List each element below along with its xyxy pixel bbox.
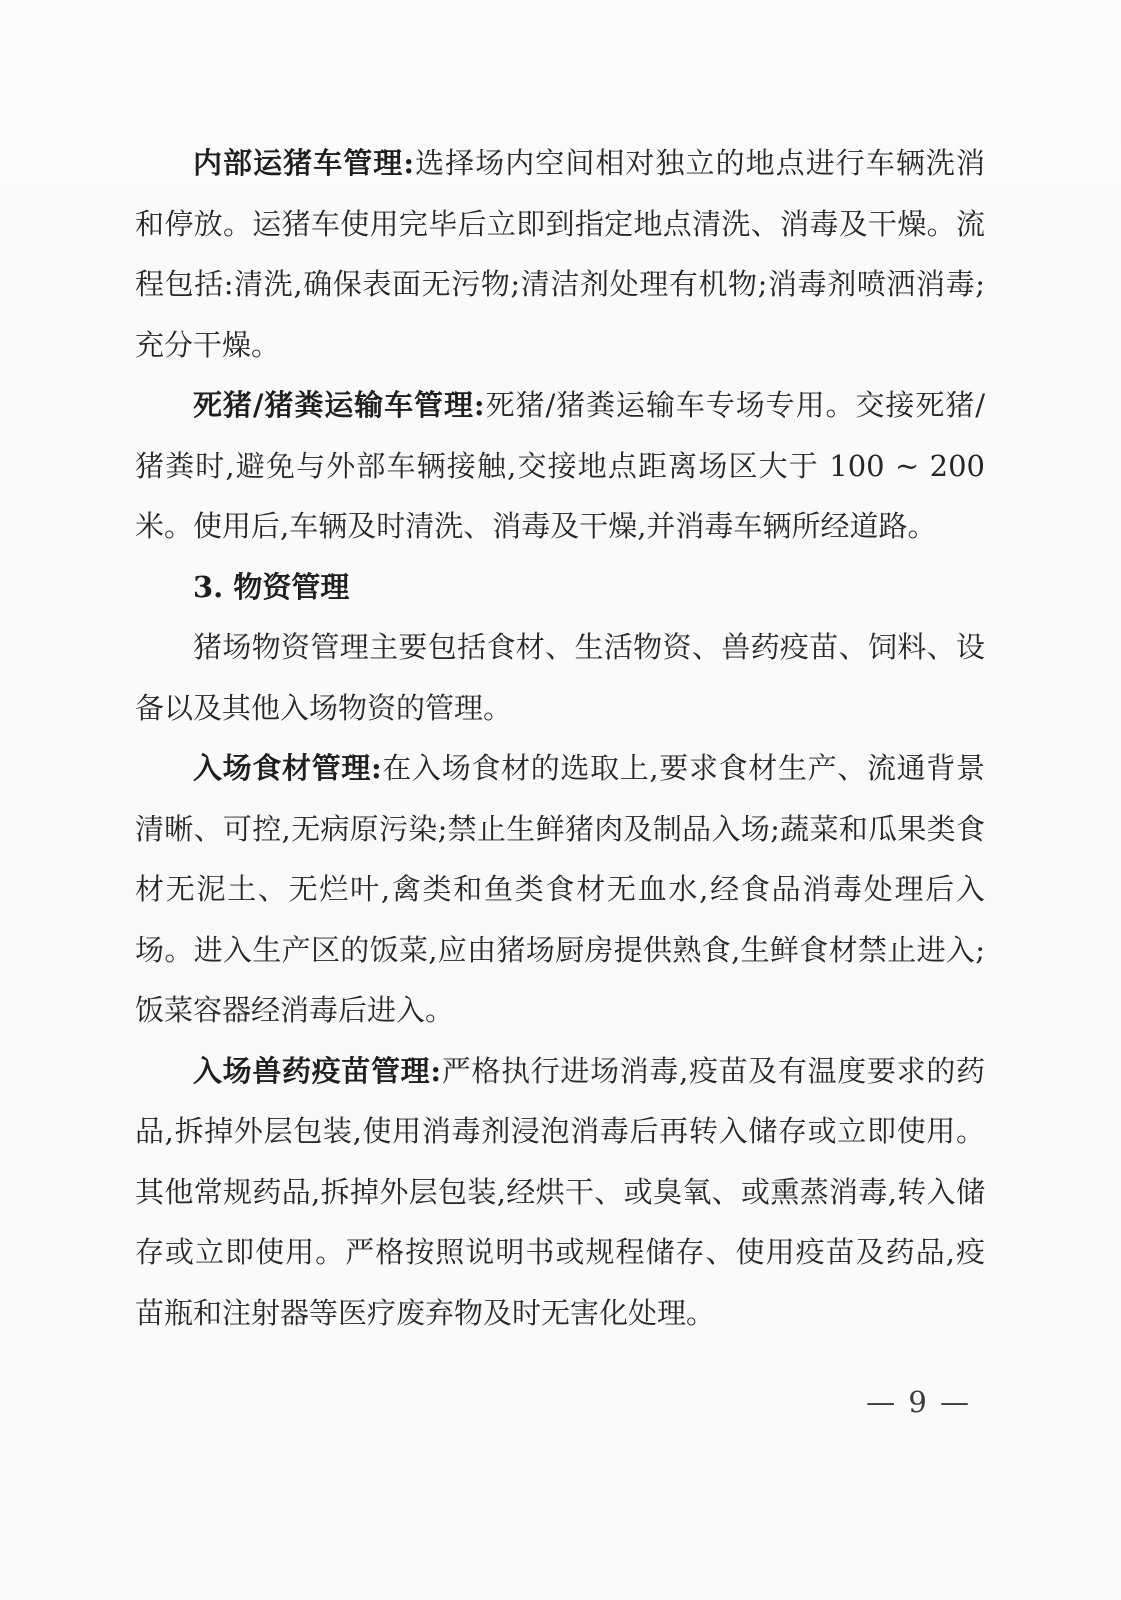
paragraph-text: 严格执行进场消毒,疫苗及有温度要求的药品,拆掉外层包装,使用消毒剂浸泡消毒后再转入储存或立即使用。其他常规药品,拆掉外层包装,经烘干、或臭氧、或熏蒸消毒,转入储存或立即使用。严格按照说明书或规程储存、使用疫苗及药品,疫苗瓶和注射器等医疗废弃物及时无害化处理。: [135, 1053, 985, 1330]
paragraph-internal-pig-truck-management: [135, 133, 985, 375]
paragraph-lead: 入场兽药疫苗管理:: [193, 1053, 442, 1088]
page-body-text: [135, 133, 985, 1343]
paragraph-text: 在入场食材的选取上,要求食材生产、流通背景清晰、可控,无病原污染;禁止生鲜猪肉及制品入场;蔬菜和瓜果类食材无泥土、无烂叶,禽类和鱼类食材无血水,经食品消毒处理后入场。进入生产区的饭菜,应由猪场厨房提供熟食,生鲜食材禁止进入;饭菜容器经消毒后进入。: [135, 751, 985, 1027]
paragraph-incoming-vet-drug-vaccine-management: [135, 1041, 985, 1344]
page-number: — 9 —: [866, 1385, 971, 1419]
section-heading-materials-management: 3. 物资管理: [193, 569, 350, 604]
paragraph-lead: 死猪/猪粪运输车管理:: [193, 388, 485, 422]
paragraph-incoming-food-management: [135, 738, 985, 1041]
paragraph-text: 死猪/猪粪运输车专场专用。交接死猪/猪粪时,避免与外部车辆接触,交接地点距离场区大于 100 ~ 200 米。使用后,车辆及时清洗、消毒及干燥,并消毒车辆所经道路。: [135, 388, 985, 543]
paragraph-text: 选择场内空间相对独立的地点进行车辆洗消和停放。运猪车使用完毕后立即到指定地点清洗、消毒及干燥。流程包括:清洗,确保表面无污物;清洁剂处理有机物;消毒剂喷洒消毒;充分干燥。: [135, 146, 985, 362]
paragraph-lead: 内部运猪车管理:: [193, 146, 415, 180]
paragraph-lead: 入场食材管理:: [193, 751, 382, 785]
paragraph-text: 猪场物资管理主要包括食材、生活物资、兽药疫苗、饲料、设备以及其他入场物资的管理。: [135, 630, 985, 725]
paragraph-dead-pig-manure-truck-management: [135, 375, 985, 557]
paragraph-materials-overview: [135, 617, 985, 738]
